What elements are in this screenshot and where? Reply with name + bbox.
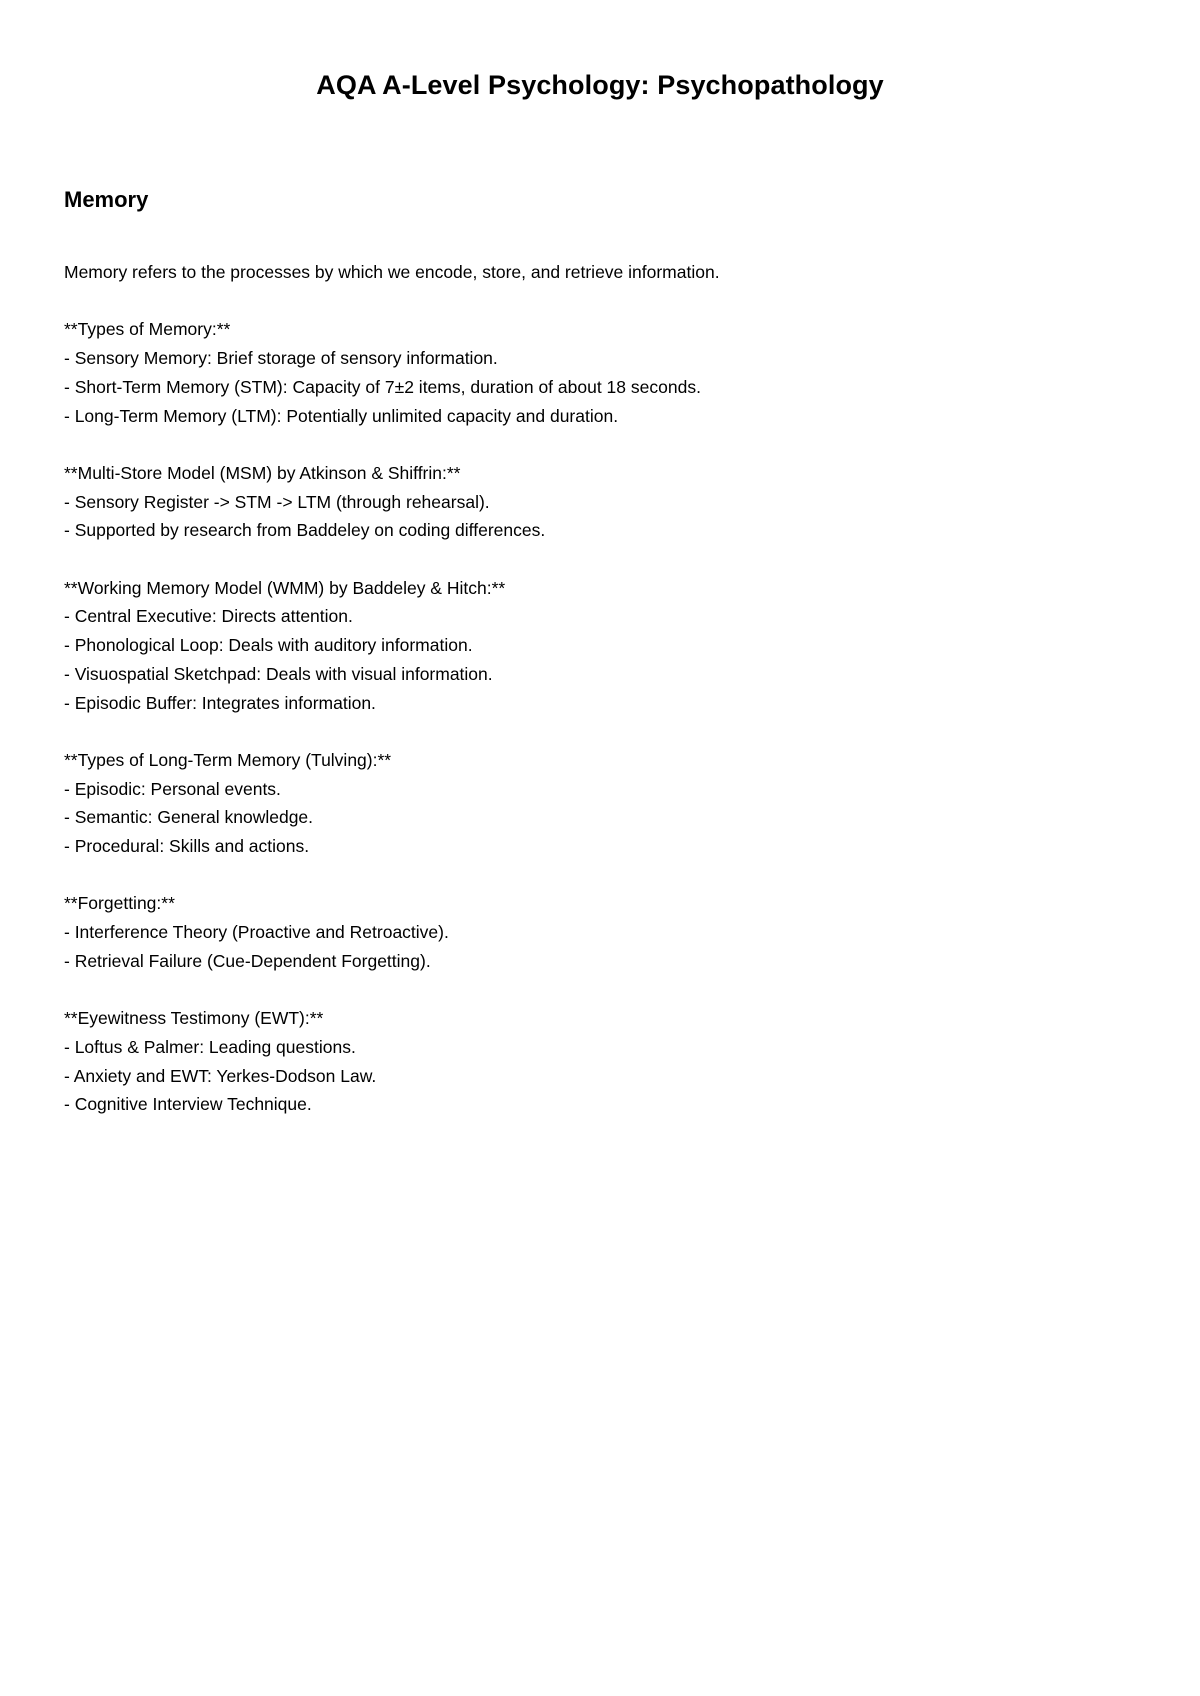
group-title: **Types of Long-Term Memory (Tulving):** xyxy=(64,749,392,770)
group-working-memory-model xyxy=(64,574,1144,718)
group-line: - Loftus & Palmer: Leading questions. xyxy=(64,1036,356,1057)
group-forgetting xyxy=(64,889,1144,975)
group-line: - Episodic: Personal events. xyxy=(64,778,281,799)
group-eyewitness-testimony xyxy=(64,1004,1144,1119)
group-line: - Procedural: Skills and actions. xyxy=(64,836,310,856)
document-title: AQA A-Level Psychology: Psychopathology xyxy=(316,70,884,100)
group-title: **Multi-Store Model (MSM) by Atkinson & Shiffrin:** xyxy=(64,462,461,483)
group-multi-store-model xyxy=(64,459,1144,545)
section-intro: Memory refers to the processes by which we encode, store, and retrieve information. xyxy=(64,262,720,282)
group-types-of-memory xyxy=(64,315,1144,430)
group-long-term-memory-types xyxy=(64,746,1144,861)
group-line: - Anxiety and EWT: Yerkes-Dodson Law. xyxy=(64,1065,377,1086)
group-title: **Working Memory Model (WMM) by Baddeley & Hitch:** xyxy=(64,577,506,598)
group-line: - Episodic Buffer: Integrates information. xyxy=(64,692,376,713)
group-line: - Retrieval Failure (Cue-Dependent Forgetting). xyxy=(64,950,431,971)
group-line: - Central Executive: Directs attention. xyxy=(64,606,353,627)
group-title: **Types of Memory:** xyxy=(64,319,231,340)
group-line: - Sensory Register -> STM -> LTM (through rehearsal). xyxy=(64,491,490,512)
group-line: - Supported by research from Baddeley on coding differences. xyxy=(64,520,546,541)
group-line: - Interference Theory (Proactive and Retroactive). xyxy=(64,922,449,943)
group-line: - Phonological Loop: Deals with auditory information. xyxy=(64,635,473,656)
group-line: - Visuospatial Sketchpad: Deals with visual information. xyxy=(64,663,493,684)
group-line: - Long-Term Memory (LTM): Potentially unlimited capacity and duration. xyxy=(64,405,619,426)
group-line: - Short-Term Memory (STM): Capacity of 7±2 items, duration of about 18 seconds. xyxy=(64,376,701,397)
section-body xyxy=(64,258,1144,1119)
group-title: **Eyewitness Testimony (EWT):** xyxy=(64,1008,324,1029)
group-line: - Cognitive Interview Technique. xyxy=(64,1094,312,1115)
group-line: - Sensory Memory: Brief storage of sensory information. xyxy=(64,348,498,369)
group-title: **Forgetting:** xyxy=(64,893,175,914)
group-line: - Semantic: General knowledge. xyxy=(64,807,314,828)
section-heading: Memory xyxy=(64,187,149,212)
